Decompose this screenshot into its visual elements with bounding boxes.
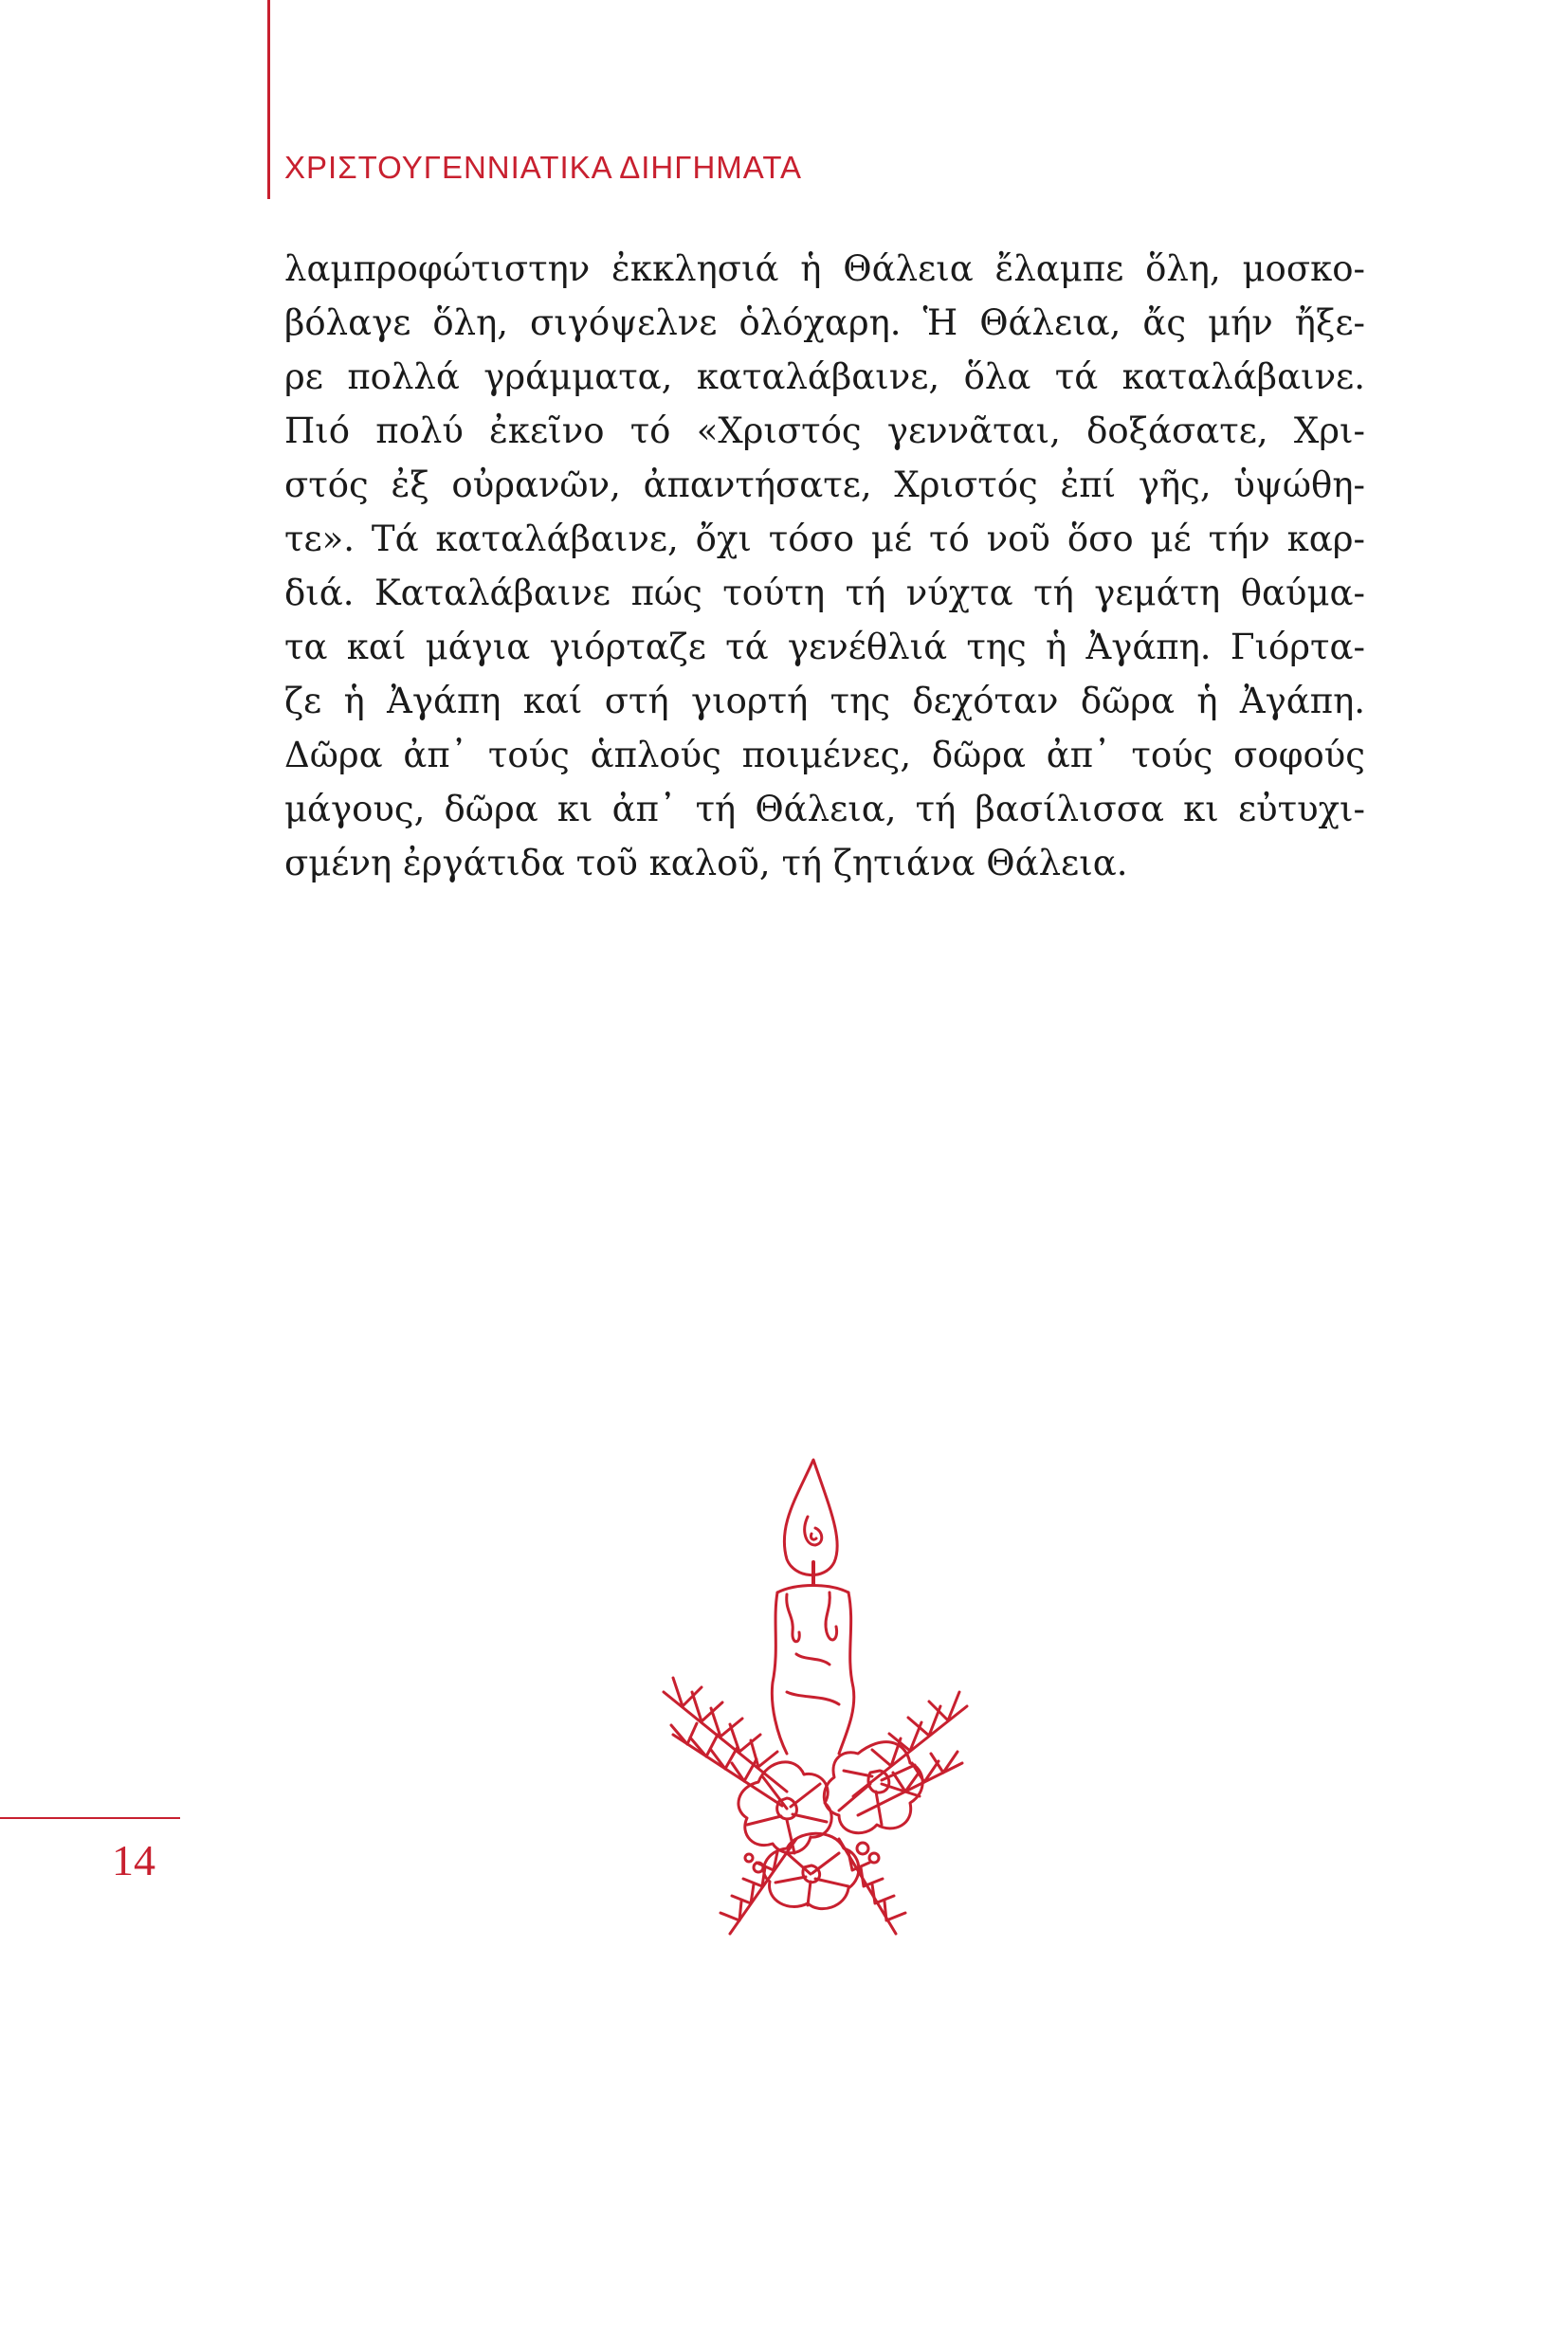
body-text [284, 242, 1365, 890]
footer-rule [0, 1817, 180, 1819]
text-line: σμένη ἐργάτιδα τοῦ καλοῦ, τή ζητιάνα Θάλεια. [284, 843, 1128, 883]
text-line: τε». Τά καταλάβαινε, ὄχι τόσο μέ τό νοῦ ὅσο μέ τήν καρ- [284, 519, 1365, 559]
text-line: τα καί μάγια γιόρταζε τά γενέθλιά της ἡ Ἀγάπη. Γιόρτα- [284, 627, 1365, 667]
text-line: ζε ἡ Ἀγάπη καί στή γιορτή της δεχόταν δῶρα ἡ Ἀγάπη. [284, 681, 1365, 721]
text-line: Πιό πολύ ἐκεῖνο τό «Χριστός γεννᾶται, δοξάσατε, Χρι- [284, 410, 1365, 451]
header-vertical-rule [267, 0, 270, 199]
text-line: βόλαγε ὅλη, σιγόψελνε ὁλόχαρη. Ἡ Θάλεια, ἄς μήν ἤξε- [284, 302, 1365, 343]
text-line: Δῶρα ἀπ᾿ τούς ἁπλούς ποιμένες, δῶρα ἀπ᾿ τούς σοφούς [284, 735, 1365, 775]
text-line: μάγους, δῶρα κι ἀπ᾿ τή Θάλεια, τή βασίλισσα κι εὐτυχι- [284, 789, 1365, 829]
text-line: ρε πολλά γράμματα, καταλάβαινε, ὅλα τά καταλάβαινε. [284, 356, 1365, 397]
running-head: ΧΡΙΣΤΟΥΓΕΝΝΙΑΤΙΚΑ ΔΙΗΓΗΜΑΤΑ [284, 150, 803, 185]
christmas-candle-icon [645, 1450, 986, 1943]
text-line: λαμπροφώτιστην ἐκκλησιά ἡ Θάλεια ἔλαμπε ὅλη, μοσκο- [284, 248, 1365, 289]
text-line: διά. Καταλάβαινε πώς τούτη τή νύχτα τή γεμάτη θαύμα- [284, 573, 1365, 613]
page-number: 14 [112, 1836, 155, 1884]
text-line: στός ἐξ οὐρανῶν, ἀπαντήσατε, Χριστός ἐπί γῆς, ὑψώθη- [284, 464, 1365, 505]
